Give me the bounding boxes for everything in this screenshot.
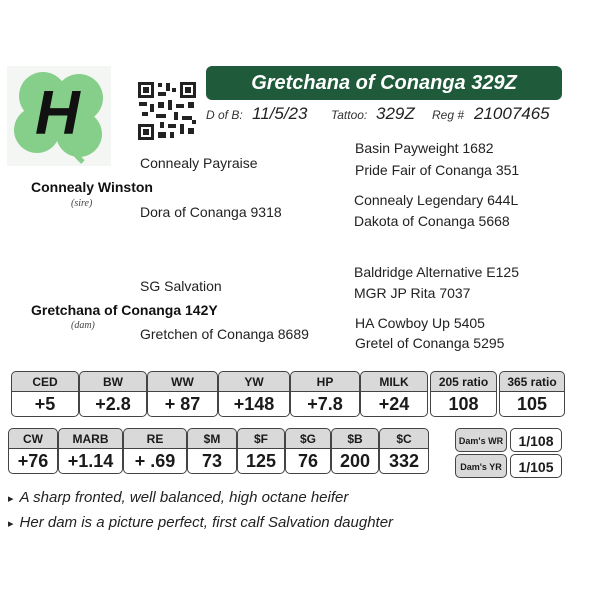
epd-cell [218,371,290,417]
epd-value: + .69 [123,449,187,474]
epd-table-row2 [8,428,429,474]
reg-label: Reg # [432,108,465,122]
logo [7,66,111,166]
dam-note: (dam) [71,320,95,331]
epd-label: $G [285,428,331,449]
epd-cell [237,428,285,474]
dam-sire-dam: MGR JP Rita 7037 [354,285,471,301]
note-item [8,489,348,506]
animal-title-bar [206,66,562,100]
sire-dam-dam: Dakota of Conanga 5668 [354,213,510,229]
epd-label: YW [218,371,290,392]
bullet-triangle-icon: ▸ [8,518,14,530]
dam-dam: Gretchen of Conanga 8689 [140,326,309,342]
sire-sire-dam: Pride Fair of Conanga 351 [355,162,520,178]
note-item [8,514,393,531]
epd-label: MARB [58,428,123,449]
epd-label: CED [11,371,79,392]
dam-sire-sire: Baldridge Alternative E125 [354,264,519,280]
epd-cell [331,428,379,474]
bullet-triangle-icon: ▸ [8,493,14,505]
epd-value: +148 [218,392,290,417]
qr-code-icon [136,80,198,142]
epd-value: +5 [11,392,79,417]
epd-value: 76 [285,449,331,474]
epd-value: 332 [379,449,429,474]
sire-dam: Dora of Conanga 9318 [140,204,282,220]
dam-dam-sire: HA Cowboy Up 5405 [355,315,485,331]
epd-label: $F [237,428,285,449]
tattoo-label: Tattoo: [331,108,368,122]
epd-cell [360,371,428,417]
epd-cell [187,428,237,474]
dam-yr-label: Dam's YR [455,454,507,478]
epd-value: 200 [331,449,379,474]
sire-note: (sire) [71,198,93,209]
dam-dam-dam: Gretel of Conanga 5295 [355,335,505,351]
dam-wr-value: 1/108 [510,428,562,452]
tattoo-value: 329Z [376,104,415,123]
dam-sire: SG Salvation [140,278,222,294]
dam-wr-label: Dam's WR [455,428,507,452]
note-text: Her dam is a picture perfect, first calf Salvation daughter [19,514,394,531]
epd-label: $M [187,428,237,449]
epd-value: +24 [360,392,428,417]
sire-name: Connealy Winston [31,179,153,195]
epd-cell [79,371,147,417]
epd-label: HP [290,371,360,392]
epd-label: 205 ratio [430,371,497,392]
epd-value: 73 [187,449,237,474]
dob-label: D of B: [206,108,243,122]
sire-sire: Connealy Payraise [140,155,258,171]
epd-value: 125 [237,449,285,474]
epd-value: +7.8 [290,392,360,417]
epd-value: +2.8 [79,392,147,417]
note-text: A sharp fronted, well balanced, high octane heifer [19,489,349,506]
epd-label: MILK [360,371,428,392]
epd-cell [285,428,331,474]
qr-code[interactable] [136,80,198,142]
epd-cell [499,371,565,417]
dob-value: 11/5/23 [252,104,308,123]
reg-value: 21007465 [474,104,550,123]
logo-letter: H [35,79,80,148]
epd-label: WW [147,371,218,392]
epd-label: $C [379,428,429,449]
epd-value: 105 [499,392,565,417]
epd-cell [58,428,123,474]
epd-cell [430,371,497,417]
epd-value: 108 [430,392,497,417]
sire-sire-sire: Basin Payweight 1682 [355,140,494,156]
epd-value: + 87 [147,392,218,417]
epd-cell [123,428,187,474]
epd-label: CW [8,428,58,449]
epd-label: $B [331,428,379,449]
epd-value: +1.14 [58,449,123,474]
sire-dam-sire: Connealy Legendary 644L [354,192,519,208]
epd-label: RE [123,428,187,449]
epd-cell [8,428,58,474]
dam-name: Gretchana of Conanga 142Y [31,302,218,318]
epd-cell [290,371,360,417]
epd-label: 365 ratio [499,371,565,392]
epd-table-row1 [11,371,565,417]
animal-name: Gretchana of Conanga 329Z [251,71,517,94]
epd-label: BW [79,371,147,392]
epd-cell [11,371,79,417]
dam-yr-value: 1/105 [510,454,562,478]
epd-value: +76 [8,449,58,474]
epd-cell [147,371,218,417]
epd-cell [379,428,429,474]
